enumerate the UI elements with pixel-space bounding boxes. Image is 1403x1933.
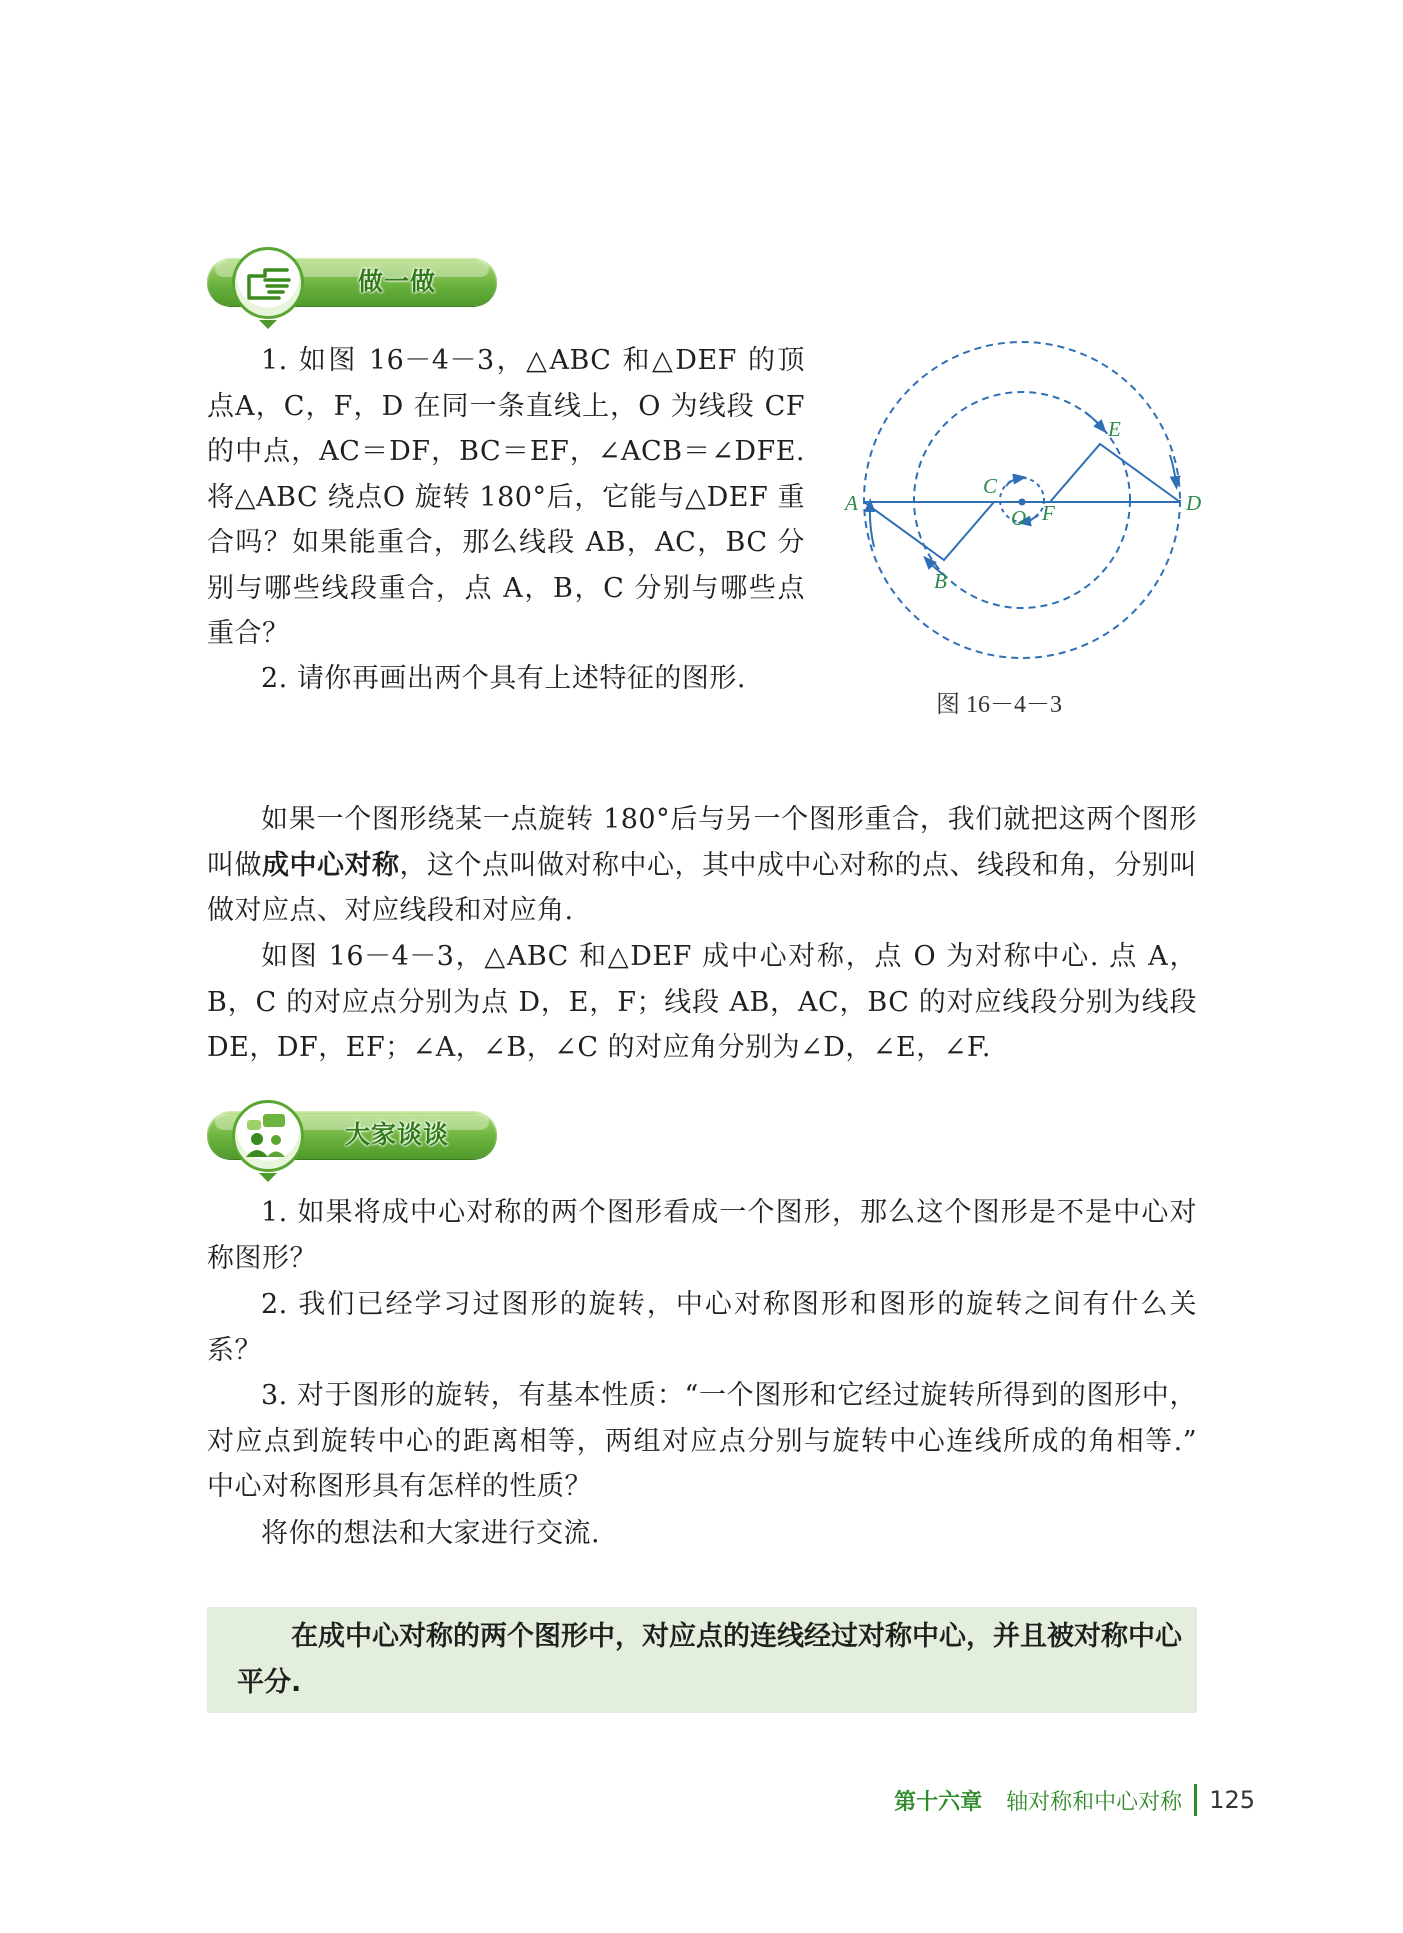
discussion-prompt: 将你的想法和大家进行交流. [261, 1518, 601, 1549]
label-o: O [1011, 506, 1027, 530]
definition-text-start: 如果一个图形绕某一点旋转 180°后与另一个图形重合，我们就把这两个图形叫做 [207, 804, 1197, 881]
label-a: A [845, 491, 858, 515]
arc-arrow-a [870, 505, 874, 547]
chapter-label [894, 1785, 1182, 1816]
term-central-symmetry: 成中心对称 [262, 849, 400, 881]
center-point-o [1019, 499, 1026, 506]
arc-arrow-e [1085, 412, 1102, 428]
chapter-number: 第十六章 [894, 1789, 983, 1815]
label-c: C [983, 474, 998, 498]
section-banner-zuoyizuo [207, 254, 499, 312]
example-paragraph: 如图 16－4－3，△ABC 和△DEF 成中心对称，点 O 为对称中心. 点 A，B，C 的对应点分别为点 D，E，F；线段 AB，AC，BC 的对应线段分别为线段 DE，DF，EF；∠A，∠B，∠C 的对应角分别为∠D，∠E，∠F. [207, 941, 1197, 1063]
chapter-title: 轴对称和中心对称 [1006, 1789, 1183, 1815]
label-d: D [1186, 491, 1202, 515]
question-2: 2. 请你再画出两个具有上述特征的图形. [261, 663, 746, 694]
label-f: F [1042, 501, 1055, 525]
triangle-def [1050, 444, 1180, 502]
label-e: E [1108, 417, 1121, 441]
section-banner-dajiatantan [207, 1107, 499, 1165]
section-title: 大家谈谈 [344, 1120, 449, 1149]
banner-pointer-icon [259, 320, 277, 329]
triangle-abc [864, 502, 994, 560]
conclusion-text: 在成中心对称的两个图形中，对应点的连线经过对称中心，并且被对称中心平分. [237, 1621, 1182, 1698]
question-1: 1. 如图 16－4－3，△ABC 和△DEF 的顶点A，C，F，D 在同一条直线上，O 为线段 CF 的中点，AC＝DF，BC＝EF，∠ACB＝∠DFE. 将△ABC 绕点O 旋转 180°后，它能与△DEF 重合吗？如果能重合，那么线段 AB，AC，BC 分别与哪些线段重合，点 A，B，C 分别与哪些点重合？ [207, 345, 805, 649]
hand-icon [232, 247, 304, 319]
banner-pointer-icon [259, 1173, 277, 1182]
page-footer [894, 1782, 1255, 1818]
people-talking-icon [232, 1100, 304, 1172]
discussion-question-3: 3. 对于图形的旋转，有基本性质：“一个图形和它经过旋转所得到的图形中，对应点到旋转中心的距离相等，两组对应点分别与旋转中心连线所成的角相等.” 中心对称图形具有怎样的性质？ [207, 1380, 1197, 1502]
discussion-question-1: 1. 如果将成中心对称的两个图形看成一个图形，那么这个图形是不是中心对称图形？ [207, 1197, 1197, 1274]
label-b: B [934, 569, 947, 593]
section-title: 做一做 [357, 267, 436, 296]
definition-paragraph [207, 797, 1197, 934]
conclusion-box [207, 1607, 1197, 1713]
footer-divider [1194, 1784, 1197, 1816]
discussion-question-2: 2. 我们已经学习过图形的旋转，中心对称图形和图形的旋转之间有什么关系？ [207, 1289, 1197, 1366]
page-number: 125 [1209, 1786, 1255, 1814]
figure-caption: 图 16－4－3 [936, 692, 1062, 718]
definition-text-end: ，这个点叫做对称中心，其中成中心对称的点、线段和角，分别叫做对应点、对应线段和对应角. [207, 849, 1197, 926]
figure-16-4-3 [830, 335, 1220, 665]
